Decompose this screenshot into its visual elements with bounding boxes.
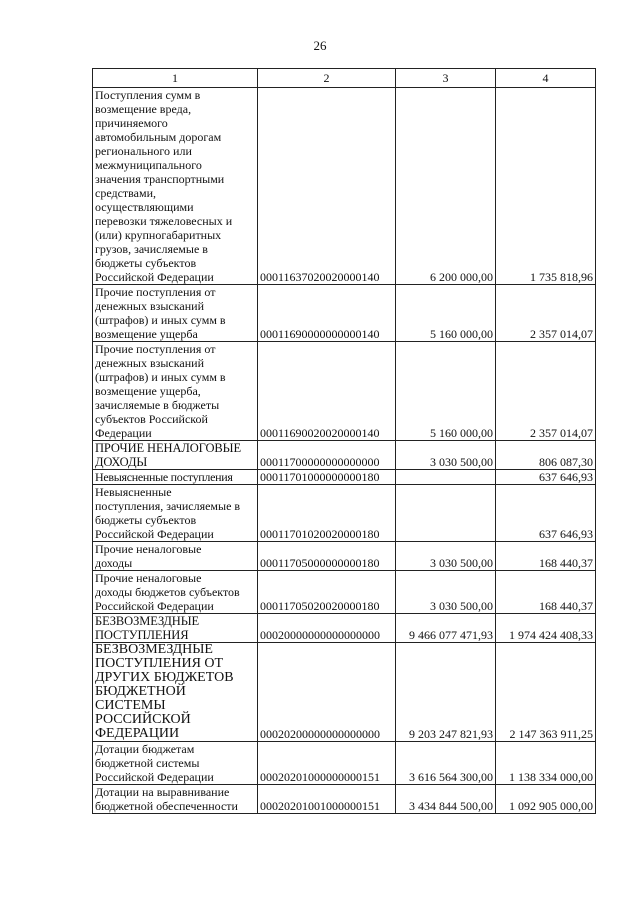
row-actual: 168 440,37 — [496, 542, 596, 571]
row-actual: 806 087,30 — [496, 441, 596, 470]
row-plan: 9 466 077 471,93 — [396, 614, 496, 643]
row-name: Невыясненные поступления — [93, 470, 258, 485]
row-name: Поступления сумм в возмещение вреда, причиняемого автомобильным дорогам регионального или межмуниципального значения транспортными средствами, осуществляющими перевозки тяжеловесных и (или) крупногабаритных грузов, зачисляемые в бюджеты субъектов Российской Федерации — [93, 88, 258, 285]
table-row — [93, 614, 596, 643]
row-plan — [396, 485, 496, 542]
row-plan: 9 203 247 821,93 — [396, 643, 496, 742]
table-row — [93, 441, 596, 470]
table-row — [93, 643, 596, 742]
row-actual: 168 440,37 — [496, 571, 596, 614]
table-row — [93, 571, 596, 614]
row-code: 00020200000000000000 — [258, 643, 396, 742]
row-plan: 5 160 000,00 — [396, 342, 496, 441]
row-code: 00011637020020000140 — [258, 88, 396, 285]
row-name: Прочие поступления от денежных взысканий (штрафов) и иных сумм в возмещение ущерба, зачисляемые в бюджеты субъектов Российской Федерации — [93, 342, 258, 441]
page-number: 26 — [313, 38, 327, 53]
row-plan: 3 616 564 300,00 — [396, 742, 496, 785]
row-actual: 1 092 905 000,00 — [496, 785, 596, 814]
table-row — [93, 285, 596, 342]
row-code: 00011690020020000140 — [258, 342, 396, 441]
row-name: Дотации бюджетам бюджетной системы Российской Федерации — [93, 742, 258, 785]
table-row — [93, 88, 596, 285]
row-code: 00011690000000000140 — [258, 285, 396, 342]
row-name: Дотации на выравнивание бюджетной обеспеченности — [93, 785, 258, 814]
row-plan: 3 030 500,00 — [396, 542, 496, 571]
table-row — [93, 485, 596, 542]
row-name: БЕЗВОЗМЕЗДНЫЕ ПОСТУПЛЕНИЯ — [93, 614, 258, 643]
table-row — [93, 785, 596, 814]
row-plan: 3 030 500,00 — [396, 571, 496, 614]
row-name: Прочие неналоговые доходы — [93, 542, 258, 571]
table-row — [93, 542, 596, 571]
header-col-4: 4 — [496, 69, 596, 88]
table-row — [93, 342, 596, 441]
table-row — [93, 470, 596, 485]
budget-revenue-table — [92, 68, 596, 814]
header-col-2: 2 — [258, 69, 396, 88]
row-plan: 3 434 844 500,00 — [396, 785, 496, 814]
row-plan: 6 200 000,00 — [396, 88, 496, 285]
row-name: Прочие неналоговые доходы бюджетов субъектов Российской Федерации — [93, 571, 258, 614]
row-name: БЕЗВОЗМЕЗДНЫЕ ПОСТУПЛЕНИЯ ОТ ДРУГИХ БЮДЖЕТОВ БЮДЖЕТНОЙ СИСТЕМЫ РОССИЙСКОЙ ФЕДЕРАЦИИ — [93, 643, 258, 742]
row-actual: 637 646,93 — [496, 485, 596, 542]
row-actual: 2 357 014,07 — [496, 285, 596, 342]
row-code: 00020201001000000151 — [258, 785, 396, 814]
row-code: 00011705000000000180 — [258, 542, 396, 571]
row-name: Прочие поступления от денежных взысканий (штрафов) и иных сумм в возмещение ущерба — [93, 285, 258, 342]
row-actual: 1 974 424 408,33 — [496, 614, 596, 643]
row-name: ПРОЧИЕ НЕНАЛОГОВЫЕ ДОХОДЫ — [93, 441, 258, 470]
row-actual: 1 735 818,96 — [496, 88, 596, 285]
row-code: 00020000000000000000 — [258, 614, 396, 643]
row-code: 00011700000000000000 — [258, 441, 396, 470]
row-actual: 637 646,93 — [496, 470, 596, 485]
header-col-1: 1 — [93, 69, 258, 88]
row-name: Невыясненные поступления, зачисляемые в бюджеты субъектов Российской Федерации — [93, 485, 258, 542]
table-header-row — [93, 69, 596, 88]
row-actual: 2 147 363 911,25 — [496, 643, 596, 742]
row-actual: 2 357 014,07 — [496, 342, 596, 441]
table-row — [93, 742, 596, 785]
row-code: 00011701000000000180 — [258, 470, 396, 485]
row-code: 00020201000000000151 — [258, 742, 396, 785]
row-actual: 1 138 334 000,00 — [496, 742, 596, 785]
row-plan — [396, 470, 496, 485]
row-code: 00011701020020000180 — [258, 485, 396, 542]
row-plan: 3 030 500,00 — [396, 441, 496, 470]
row-plan: 5 160 000,00 — [396, 285, 496, 342]
row-code: 00011705020020000180 — [258, 571, 396, 614]
header-col-3: 3 — [396, 69, 496, 88]
